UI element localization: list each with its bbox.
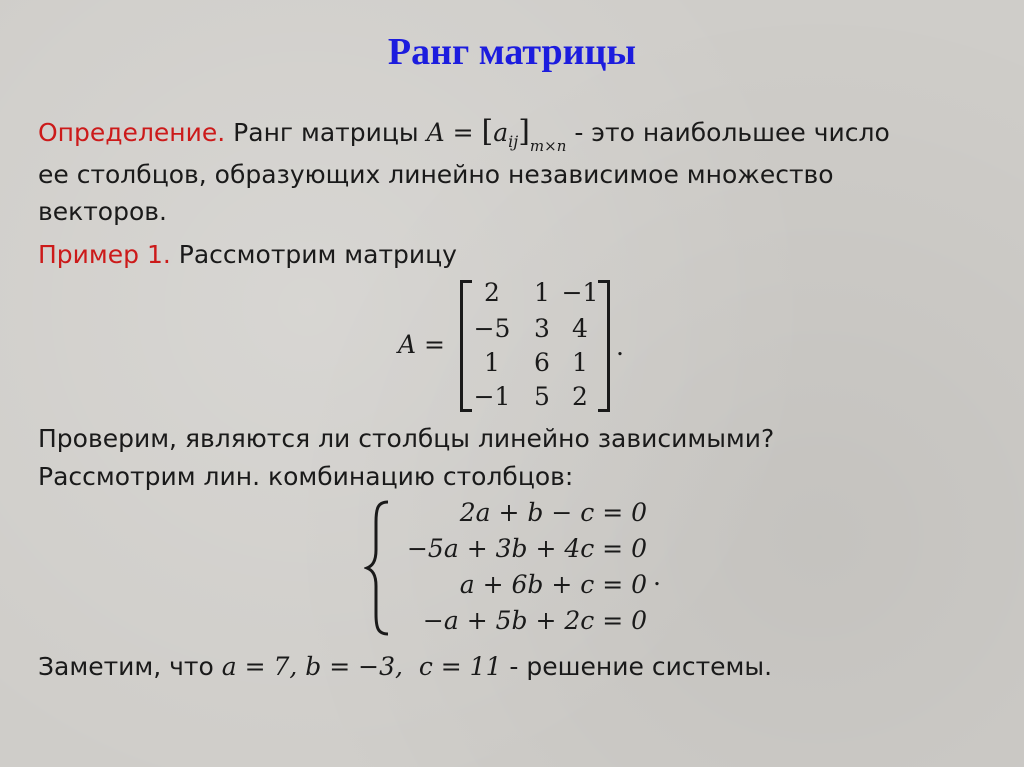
definition-line-1: Определение. Ранг матрицы $A = [a_{ij}]_{m\times n}$ - это наибольшее число bbox=[38, 114, 890, 155]
formula-equals: = bbox=[452, 118, 474, 147]
matrix-cell: 4 bbox=[572, 314, 588, 343]
conclusion-solution: a = 7, b = −3, c = 11 bbox=[221, 652, 502, 681]
matrix-cell: −1 bbox=[473, 382, 511, 411]
matrix-lhs: A = bbox=[398, 330, 445, 359]
matrix-cell: 5 bbox=[534, 382, 550, 411]
equation-4: −a + 5b + 2c = 0 bbox=[422, 606, 647, 635]
matrix bbox=[460, 280, 610, 412]
combo-text: Рассмотрим лин. комбинацию столбцов: bbox=[38, 462, 574, 491]
matrix-cell: 3 bbox=[534, 314, 550, 343]
definition-text-before: Ранг матрицы bbox=[225, 118, 427, 147]
example-label: Пример 1. bbox=[38, 240, 171, 269]
formula-dimension: m×n bbox=[529, 137, 567, 155]
definition-line-3: векторов. bbox=[38, 197, 167, 226]
formula-matrix-name: A bbox=[426, 118, 445, 147]
definition-text-after: - это наибольшее число bbox=[566, 118, 890, 147]
matrix-cell: −5 bbox=[473, 314, 511, 343]
matrix-cell: 1 bbox=[534, 278, 550, 307]
matrix-cell: −1 bbox=[561, 278, 599, 307]
equation-2: −5a + 3b + 4c = 0 bbox=[406, 534, 647, 563]
matrix-cell: 1 bbox=[572, 348, 588, 377]
matrix-cell: 6 bbox=[534, 348, 550, 377]
conclusion-line bbox=[38, 652, 772, 681]
conclusion-suffix: - решение системы. bbox=[501, 652, 773, 681]
formula-element-index: ij bbox=[508, 132, 519, 151]
system-trailing-dot: . bbox=[653, 562, 661, 591]
example-text: Рассмотрим матрицу bbox=[170, 240, 457, 269]
matrix-left-bracket bbox=[460, 280, 472, 412]
equation-3: a + 6b + c = 0 bbox=[459, 570, 647, 599]
system-equations bbox=[385, 498, 647, 638]
matrix-cell: 2 bbox=[572, 382, 588, 411]
definition-label: Определение. bbox=[38, 118, 226, 147]
formula-element: a bbox=[493, 118, 509, 147]
matrix-trailing-dot: . bbox=[616, 332, 624, 361]
matrix-cell: 2 bbox=[484, 278, 500, 307]
equation-1: 2a + b − c = 0 bbox=[459, 498, 647, 527]
conclusion-prefix: Заметим, что bbox=[38, 652, 222, 681]
slide-title: Ранг матрицы bbox=[387, 31, 637, 73]
example-line bbox=[38, 240, 457, 269]
check-text: Проверим, являются ли столбцы линейно зависимыми? bbox=[38, 424, 775, 453]
definition-line-2: ее столбцов, образующих линейно независимое множество bbox=[38, 160, 834, 189]
matrix-cell: 1 bbox=[484, 348, 500, 377]
